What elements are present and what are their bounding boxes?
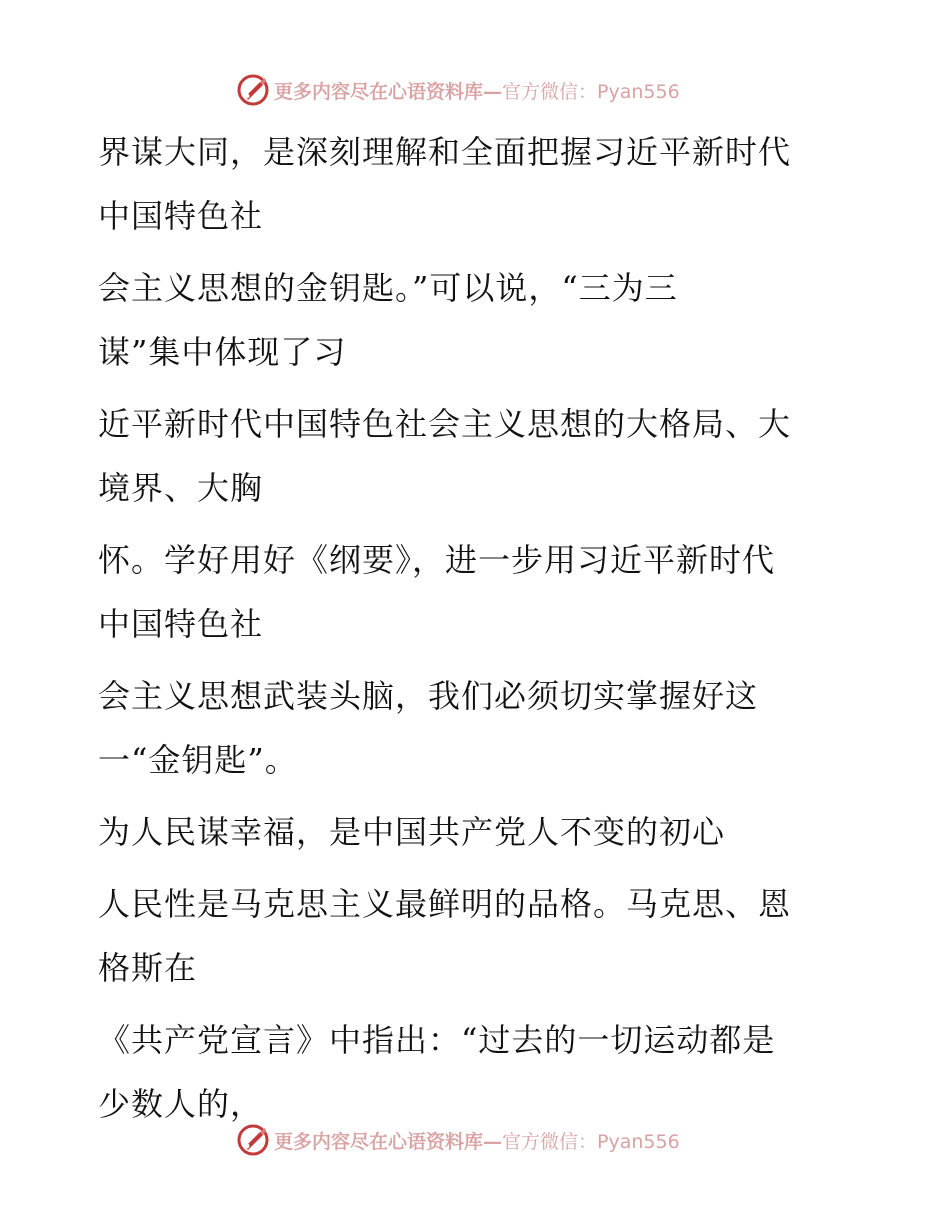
paragraph [98, 872, 838, 1000]
text-line: 人民性是马克思主义最鲜明的品格。马克思、恩 [98, 885, 792, 923]
text-line: 境界、大胸 [98, 469, 264, 507]
paragraph [98, 256, 838, 384]
watermark-text: 更多内容尽在心语资料库— [274, 80, 503, 103]
text-line: 一“金钥匙”。 [98, 741, 298, 779]
text-line: 为人民谋幸福，是中国共产党人不变的初心 [98, 813, 726, 851]
text-line: 谋”集中体现了习 [98, 333, 347, 371]
footer-watermark [236, 1122, 680, 1158]
paragraph [98, 1008, 838, 1136]
paragraph [98, 528, 838, 656]
paragraph [98, 120, 838, 248]
paragraph [98, 800, 838, 864]
watermark-wechat: 官方微信：Pyan556 [502, 80, 680, 103]
watermark-wechat: 官方微信：Pyan556 [502, 1130, 680, 1153]
text-line: 《共产党宣言》中指出：“过去的一切运动都是 [98, 1021, 776, 1059]
brand-logo-icon [236, 73, 270, 107]
text-line: 近平新时代中国特色社会主义思想的大格局、大 [98, 405, 792, 443]
watermark-text: 更多内容尽在心语资料库— [274, 1130, 503, 1153]
text-line: 会主义思想武装头脑，我们必须切实掌握好这 [98, 677, 759, 715]
text-line: 少数人的， [98, 1085, 264, 1123]
header-watermark [236, 72, 680, 108]
paragraph [98, 392, 838, 520]
brand-logo-icon [236, 1123, 270, 1157]
paragraph [98, 664, 838, 792]
text-line: 会主义思想的金钥匙。”可以说，“三为三 [98, 269, 678, 307]
text-line: 中国特色社 [98, 197, 264, 235]
text-line: 怀。学好用好《纲要》，进一步用习近平新时代 [98, 541, 776, 579]
text-line: 界谋大同，是深刻理解和全面把握习近平新时代 [98, 133, 792, 171]
text-line: 格斯在 [98, 949, 198, 987]
document-body [98, 120, 838, 1136]
text-line: 中国特色社 [98, 605, 264, 643]
